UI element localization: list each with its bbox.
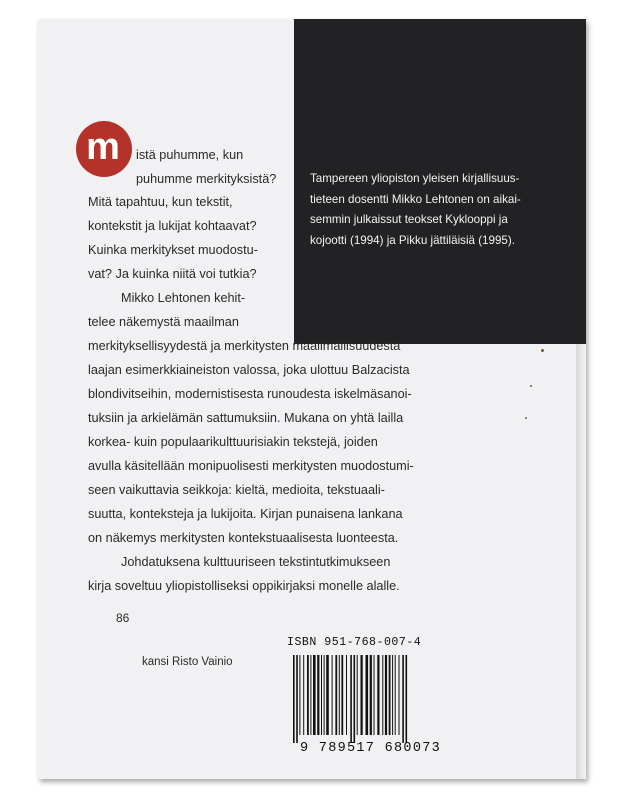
barcode-bar [385, 655, 387, 735]
blurb-line: avulla käsitellään monipuolisesti merkitysten muodostumi- [88, 459, 414, 473]
print-speck [541, 349, 544, 352]
barcode-bar [406, 655, 408, 743]
publisher-logo-mark [76, 121, 132, 177]
author-bio-line: kojootti (1994) ja Pikku jättiläisiä (1995). [310, 233, 515, 247]
blurb-line: suutta, konteksteja ja lukijoita. Kirjan punaisena lankana [88, 507, 403, 521]
barcode [292, 655, 480, 743]
barcode-bar [377, 655, 379, 735]
blurb-line: Johdatuksena kulttuuriseen tekstintutkimukseen [121, 555, 391, 569]
barcode-bar [370, 655, 372, 735]
isbn-label: ISBN 951-768-007-4 [287, 636, 422, 649]
barcode-bar [392, 655, 393, 735]
barcode-bar [299, 655, 300, 735]
publisher-logo [76, 121, 132, 177]
barcode-bar [341, 655, 343, 735]
barcode-bar [366, 655, 369, 735]
blurb-line: telee näkemystä maailman [88, 315, 239, 329]
barcode-bar [335, 655, 337, 735]
barcode-bar [310, 655, 311, 735]
barcode-bar [296, 655, 298, 743]
barcode-bar [293, 655, 295, 743]
barcode-bar [317, 655, 319, 735]
barcode-bar [326, 655, 329, 735]
blurb-line: vat? Ja kuinka niitä voi tutkia? [88, 267, 257, 281]
barcode-bar [395, 655, 396, 735]
blurb-line: kirja soveltuu yliopistolliseksi oppikirjaksi monelle alalle. [88, 579, 400, 593]
blurb-line: seen vaikuttavia seikkoja: kieltä, medioita, tekstuaali- [88, 483, 385, 497]
barcode-bar [389, 655, 391, 735]
author-info-panel [294, 19, 586, 344]
ean-number: 9 789517 680073 [300, 741, 442, 756]
cover-credit: kansi Risto Vainio [142, 656, 233, 668]
blurb-line: istä puhumme, kun [136, 148, 244, 162]
barcode-bar [321, 655, 322, 735]
logo-letter: m [86, 126, 120, 168]
author-bio-line: semmin julkaissut teokset Kyklooppi ja [310, 213, 508, 227]
blurb-line: Mikko Lehtonen kehit- [121, 291, 246, 305]
barcode-bar [303, 655, 304, 735]
barcode-bar [402, 655, 404, 743]
blurb-line: merkityksellisyydestä ja merkitysten maailmallisuudesta [88, 339, 401, 353]
print-speck [530, 385, 532, 387]
author-bio-line: tieteen dosentti Mikko Lehtonen on aikai- [310, 192, 521, 206]
barcode-bar [382, 655, 383, 735]
book-back-cover [38, 19, 586, 779]
barcode-bar [374, 655, 375, 735]
barcode-bar [354, 655, 356, 743]
blurb-line: puhumme merkityksistä? [136, 172, 277, 186]
print-speck [525, 417, 527, 419]
barcode-bar [399, 655, 400, 735]
author-bio [310, 169, 580, 251]
class-number: 86 [116, 611, 130, 625]
blurb-line: Kuinka merkitykset muodostu- [88, 243, 258, 257]
barcode-bar [346, 655, 347, 735]
blurb-line: tuksiin ja arkielämän sattumuksiin. Mukana on yhtä lailla [88, 411, 404, 425]
barcode-bar [324, 655, 325, 735]
barcode-bar [307, 655, 309, 735]
barcode-bar [357, 655, 358, 735]
barcode-bar [332, 655, 333, 735]
blurb-line: korkea- kuin populaarikulttuurisiakin tekstejä, joiden [88, 435, 378, 449]
blurb-line: Mitä tapahtuu, kun tekstit, [88, 195, 233, 209]
author-bio-line: Tampereen yliopiston yleisen kirjallisuus- [310, 172, 520, 185]
barcode-bar [339, 655, 340, 735]
barcode-bar [350, 655, 352, 743]
blurb-line: on näkemys merkitysten kontekstuaalisesta luonteesta. [88, 531, 399, 545]
barcode-bar [313, 655, 316, 735]
barcode-bar [361, 655, 363, 735]
blurb-line: laajan esimerkkiaineiston valossa, joka ulottuu Balzacista [88, 363, 410, 377]
blurb-line: blondivitseihin, modernistisesta runoudesta iskelmäsanoi- [88, 387, 412, 401]
blurb-line: kontekstit ja lukijat kohtaavat? [88, 219, 257, 233]
